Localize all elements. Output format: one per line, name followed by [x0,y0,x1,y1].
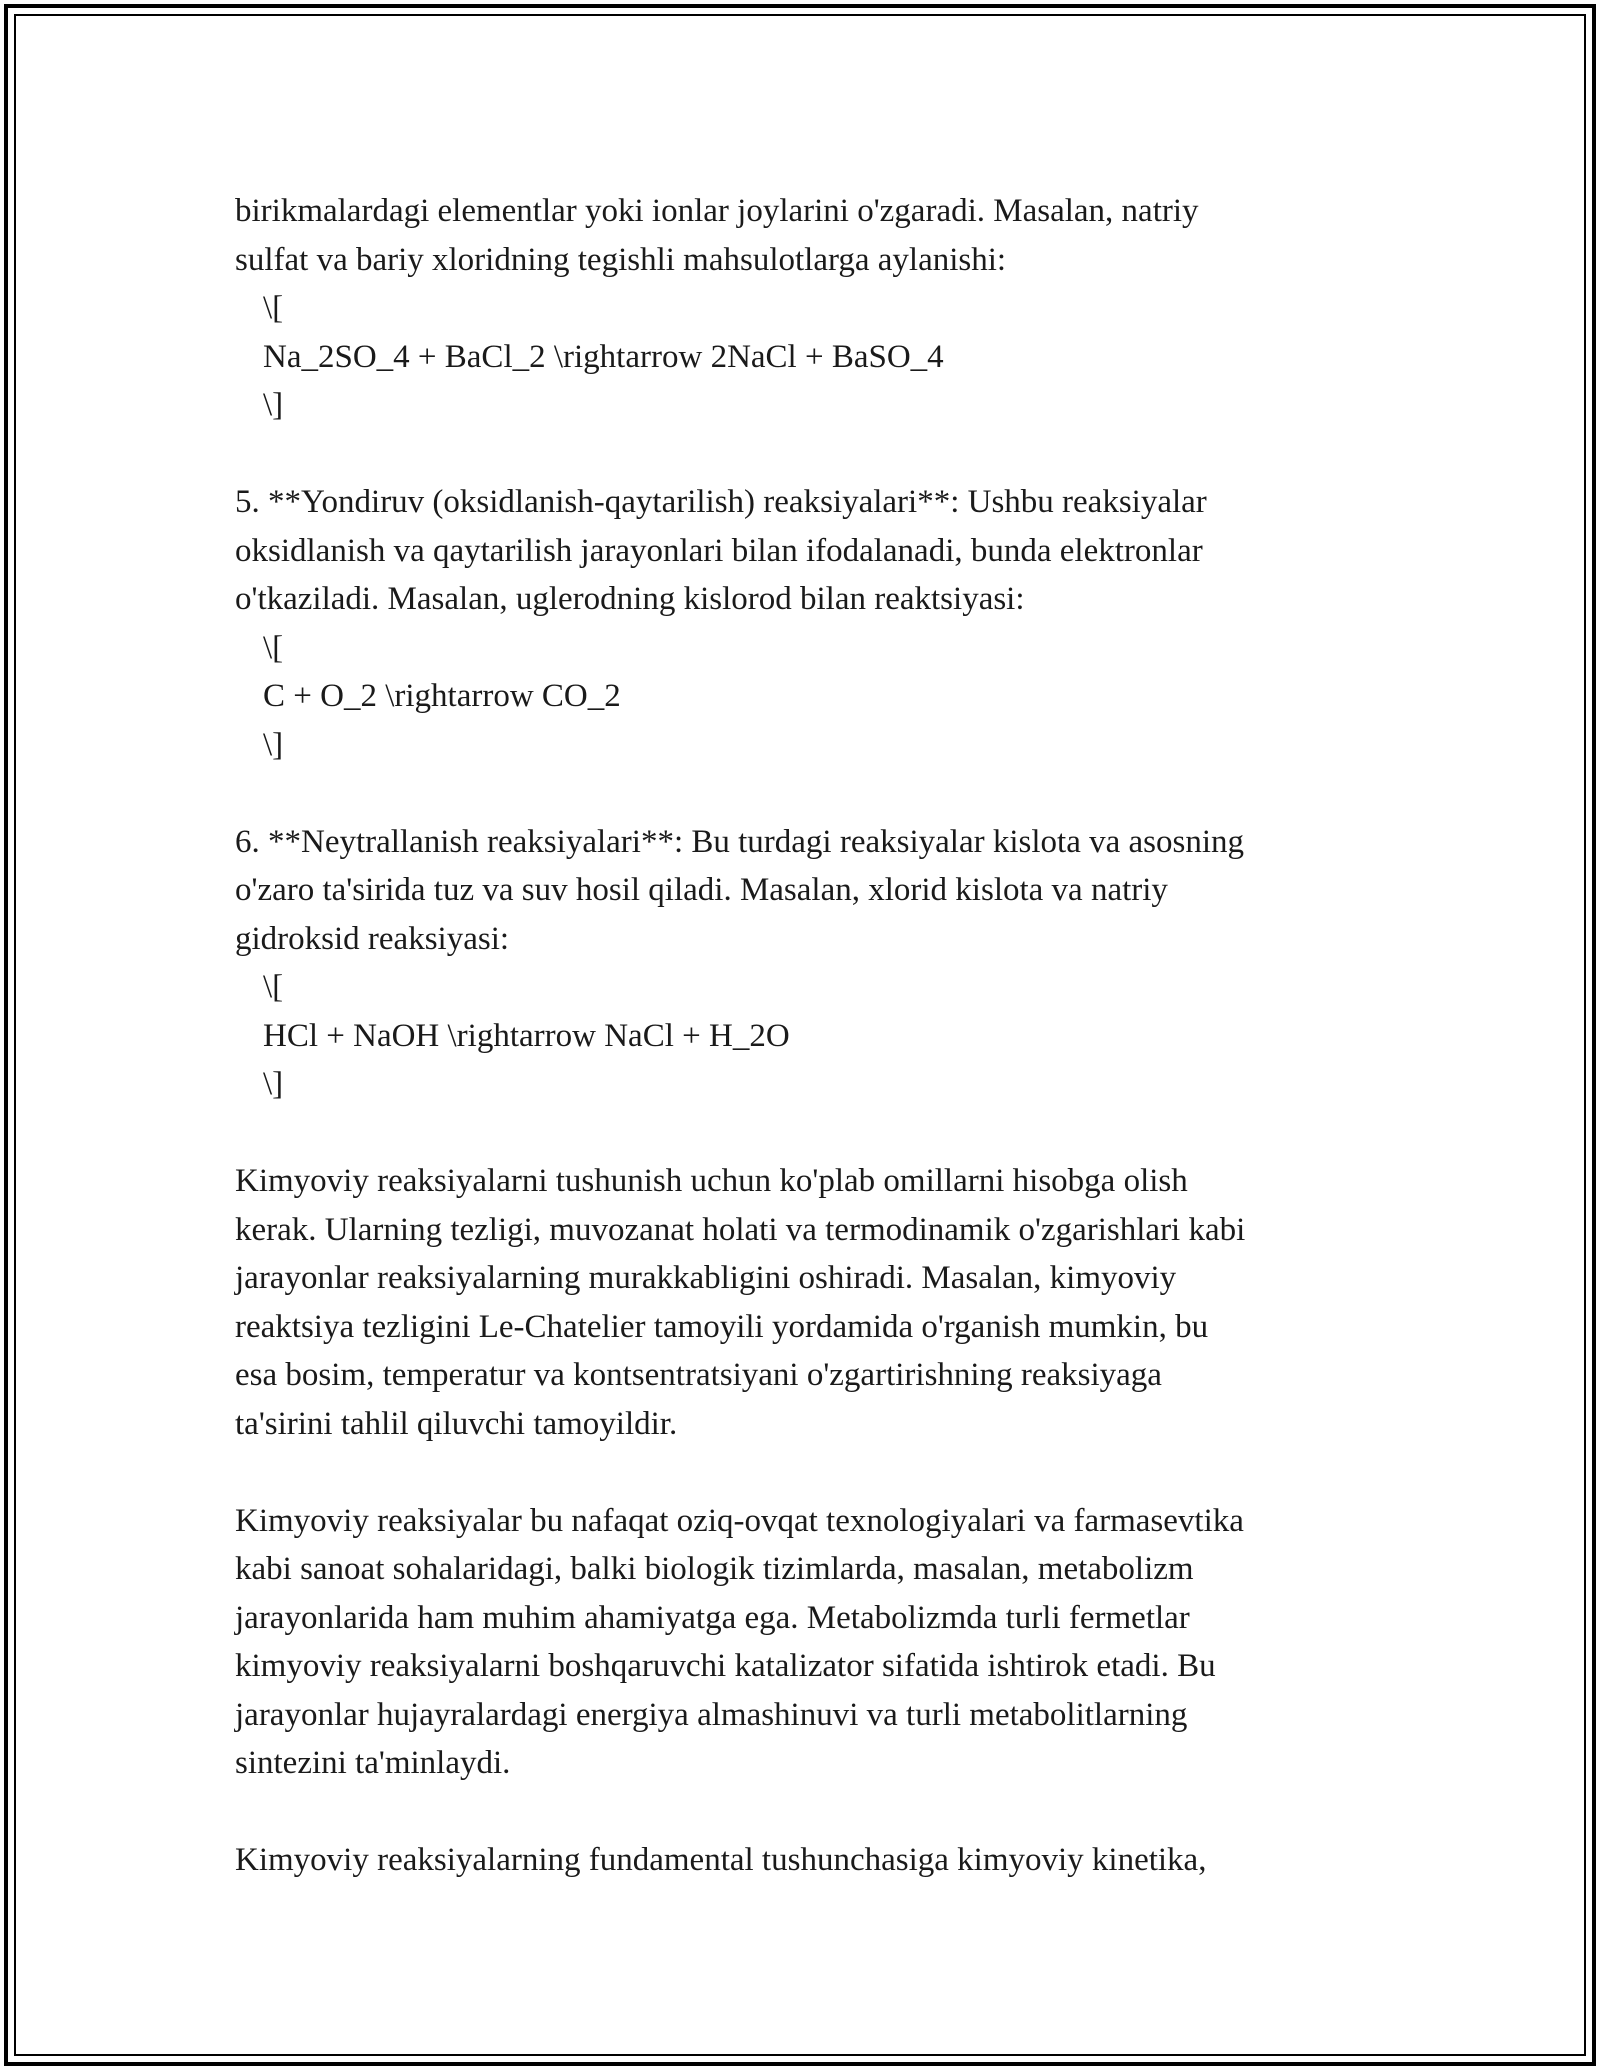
text-line: 5. **Yondiruv (oksidlanish-qaytarilish) reaksiyalari**: Ushbu reaksiyalar [235,484,1207,520]
text-line: o'tkaziladi. Masalan, uglerodning kislorod bilan reaktsiyasi: [235,581,1025,617]
document-body [235,187,1375,1885]
text-line: sulfat va bariy xloridning tegishli mahsulotlarga aylanishi: [235,241,1007,278]
equation-open-delimiter: \[ [263,969,284,1005]
text-line: ta'sirini tahlil qiluvchi tamoyildir. [235,1405,678,1442]
paragraph-item-5-combustion [235,478,1375,624]
equation-body: Na_2SO_4 + BaCl_2 \rightarrow 2NaCl + BaSO_4 [263,338,944,375]
text-line: Kimyoviy reaksiyalarni tushunish uchun ko'plab omillarni hisobga olish [235,1163,1188,1199]
equation-body: HCl + NaOH \rightarrow NaCl + H_2O [263,1017,790,1054]
text-line: esa bosim, temperatur va kontsentratsiyani o'zgartirishning reaksiyaga [235,1357,1162,1393]
equation-close-delimiter: \] [263,387,284,423]
paragraph-item-6-neutralization [235,818,1375,964]
text-line: jarayonlarida ham muhim ahamiyatga ega. Metabolizmda turli fermetlar [235,1599,1190,1636]
paragraph-gap [235,430,1375,479]
paragraph-gap [235,1788,1375,1837]
text-line: 6. **Neytrallanish reaksiyalari**: Bu turdagi reaksiyalar kislota va asosning [235,823,1244,860]
equation-body: C + O_2 \rightarrow CO_2 [263,678,621,714]
text-line: kabi sanoat sohalaridagi, balki biologik tizimlarda, masalan, metabolizm [235,1551,1194,1587]
equation-hcl-naoh [235,963,1375,1109]
paragraph-reaction-factors [235,1157,1375,1448]
paragraph-gap [235,1448,1375,1497]
text-line: birikmalardagi elementlar yoki ionlar joylarini o'zgaradi. Masalan, natriy [235,193,1199,229]
paragraph-gap [235,1109,1375,1158]
text-line: jarayonlar reaksiyalarning murakkabligini oshiradi. Masalan, kimyoviy [235,1260,1177,1296]
equation-open-delimiter: \[ [263,629,284,666]
text-line: gidroksid reaksiyasi: [235,920,510,957]
equation-carbon-oxygen [235,624,1375,770]
text-line: reaktsiya tezligini Le-Chatelier tamoyili yordamida o'rganish mumkin, bu [235,1308,1209,1345]
paragraph-double-replacement-continuation [235,187,1375,284]
text-line: o'zaro ta'sirida tuz va suv hosil qiladi. Masalan, xlorid kislota va natriy [235,872,1168,908]
text-line: Kimyoviy reaksiyalarning fundamental tushunchasiga kimyoviy kinetika, [235,1842,1207,1878]
equation-close-delimiter: \] [263,1066,284,1102]
text-line: Kimyoviy reaksiyalar bu nafaqat oziq-ovqat texnologiyalari va farmasevtika [235,1502,1244,1539]
text-line: sintezini ta'minlaydi. [235,1745,511,1781]
text-line: kerak. Ularning tezligi, muvozanat holati va termodinamik o'zgarishlari kabi [235,1211,1246,1248]
paragraph-gap [235,769,1375,818]
equation-close-delimiter: \] [263,726,284,763]
equation-sodium-sulfate-barium-chloride [235,284,1375,430]
text-line: jarayonlar hujayralardagi energiya almashinuvi va turli metabolitlarning [235,1696,1188,1733]
paragraph-biological-systems [235,1497,1375,1788]
text-line: oksidlanish va qaytarilish jarayonlari bilan ifodalanadi, bunda elektronlar [235,532,1203,569]
equation-open-delimiter: \[ [263,290,284,326]
text-line: kimyoviy reaksiyalarni boshqaruvchi katalizator sifatida ishtirok etadi. Bu [235,1648,1216,1684]
paragraph-kinetics-start [235,1836,1375,1885]
